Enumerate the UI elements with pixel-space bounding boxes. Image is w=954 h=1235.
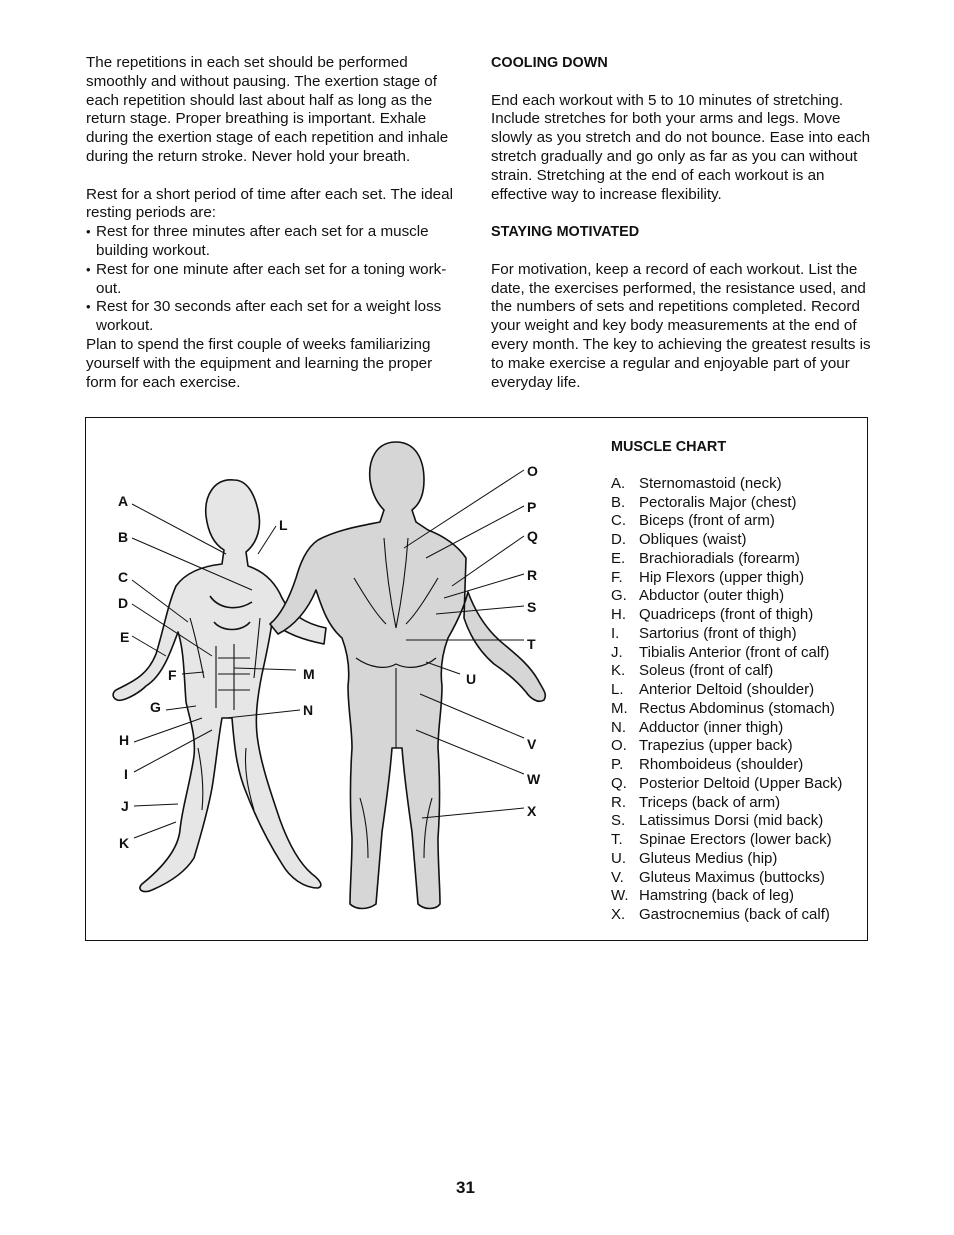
list-item (611, 756, 861, 775)
left-column (86, 54, 466, 392)
muscle-key: R. (611, 793, 626, 811)
letter-t: T (527, 636, 536, 652)
letter-n: N (303, 702, 314, 718)
muscle-key: D. (611, 531, 626, 548)
letter-l: L (279, 517, 288, 533)
letter-a: A (118, 493, 129, 509)
muscle-figure-illustration (86, 418, 606, 938)
letter-b: B (118, 529, 129, 545)
list-item (611, 606, 861, 625)
muscle-key: V. (611, 868, 624, 886)
letter-d: D (118, 595, 129, 611)
letter-e: E (120, 629, 130, 645)
muscle-key: N. (611, 718, 626, 736)
muscle-label: Posterior Deltoid (Upper Back) (639, 774, 843, 792)
muscle-label: Hip Flexors (upper thigh) (639, 568, 805, 586)
muscle-key: X. (611, 906, 626, 923)
list-item (611, 737, 861, 756)
muscle-key: W. (611, 887, 629, 905)
repetitions-paragraph: The repetitions in each set should be performed smoothly and without pausing. The exertion stage of each repetition should last about half as long as the return stage. Proper breathing is important. Exhale during the exertion stage of each repetition and inhale during the return stroke. Never hold your breath. (86, 54, 449, 165)
muscle-label: Hamstring (back of leg) (639, 887, 795, 905)
letter-v: V (527, 736, 537, 752)
letter-x: X (527, 803, 537, 819)
muscle-label: Latissimus Dorsi (mid back) (639, 812, 824, 830)
muscle-label: Gluteus Maximus (buttocks) (639, 868, 825, 886)
muscle-label: Tibialis Anterior (front of calf) (639, 643, 830, 661)
list-item (611, 700, 861, 719)
letter-m: M (303, 666, 315, 682)
list-item (611, 662, 861, 681)
list-item (611, 812, 861, 831)
list-item (611, 794, 861, 813)
list-item (611, 775, 861, 794)
muscle-key: J. (611, 643, 623, 661)
letter-q: Q (527, 528, 538, 544)
letter-u: U (466, 671, 477, 687)
muscle-key: T. (611, 831, 623, 848)
muscle-key: G. (611, 587, 627, 605)
list-item (611, 569, 861, 588)
muscle-key: M. (611, 699, 628, 717)
list-item (611, 587, 861, 606)
list-item (611, 719, 861, 738)
figure-letter-labels (118, 463, 541, 851)
page-number: 31 (456, 1178, 475, 1197)
muscle-key: S. (611, 812, 626, 830)
muscle-key: Q. (611, 774, 627, 792)
muscle-key: P. (611, 756, 624, 773)
letter-f: F (168, 667, 177, 683)
muscle-chart-legend (611, 438, 861, 925)
letter-s: S (527, 599, 537, 615)
staying-motivated-heading: STAYING MOTIVATED (491, 224, 640, 241)
list-item (611, 512, 861, 531)
letter-r: R (527, 567, 538, 583)
muscle-key: C. (611, 512, 626, 530)
letter-w: W (527, 771, 541, 787)
list-item (611, 681, 861, 700)
letter-p: P (527, 499, 537, 515)
list-item (611, 475, 861, 494)
list-item (611, 887, 861, 906)
muscle-label: Quadriceps (front of thigh) (639, 606, 814, 623)
bullet-icon: • (86, 299, 91, 315)
rest-periods-list (86, 223, 466, 336)
list-item: • Rest for three minutes after each set for a muscle building workout. (86, 223, 429, 259)
plan-paragraph: Plan to spend the first couple of weeks familiarizing yourself with the equipment and learning the proper form for each exercise. (86, 335, 433, 391)
muscle-label: Abductor (outer thigh) (639, 587, 785, 605)
cooling-down-heading: COOLING DOWN (491, 55, 608, 71)
muscle-label: Trapezius (upper back) (639, 737, 793, 755)
list-item (611, 625, 861, 644)
list-item: • Rest for one minute after each set for a toning work-out. (86, 260, 447, 297)
rest-paragraph: Rest for a short period of time after each set. The ideal resting periods are: (86, 185, 453, 222)
list-item (611, 494, 861, 513)
staying-motivated-paragraph: For motivation, keep a record of each workout. List the date, the exercises performed, the resistance used, and the numbers of sets and repetitions completed. Record your weight and key body measurements at the end of every month. The key to achieving the greatest results is to make exercise a regular and enjoyable part of your everyday life. (491, 260, 871, 391)
muscle-label: Triceps (back of arm) (639, 793, 781, 811)
muscle-key: A. (611, 474, 626, 492)
muscle-key: U. (611, 849, 626, 867)
list-item (611, 850, 861, 869)
list-item (611, 906, 861, 925)
muscle-key: K. (611, 662, 626, 680)
list-item (611, 831, 861, 850)
letter-c: C (118, 569, 129, 585)
muscle-label: Obliques (waist) (639, 531, 747, 548)
list-item (611, 869, 861, 888)
muscle-label: Soleus (front of calf) (639, 662, 774, 680)
letter-k: K (119, 835, 130, 851)
cooling-down-paragraph: End each workout with 5 to 10 minutes of stretching. Include stretches for both your arms and legs. Move slowly as you stretch and do not bounce. Ease into each stretch gradually and go only as far as you can without strain. Stretching at the end of each workout is an effective way to increase flexibility. (491, 91, 871, 203)
muscle-key: B. (611, 493, 626, 511)
muscle-key: H. (611, 606, 626, 623)
muscle-label: Rectus Abdominus (stomach) (639, 699, 835, 717)
list-item (611, 550, 861, 569)
letter-o: O (527, 463, 538, 479)
muscle-key: O. (611, 737, 627, 755)
muscle-label: Adductor (inner thigh) (639, 718, 784, 736)
letter-j: J (121, 798, 129, 814)
list-item (611, 644, 861, 663)
muscle-key: E. (611, 549, 626, 567)
muscle-label: Spinae Erectors (lower back) (639, 831, 832, 848)
muscle-label: Biceps (front of arm) (639, 512, 775, 530)
letter-g: G (150, 699, 161, 715)
muscle-key: L. (611, 681, 624, 698)
muscle-key: F. (611, 568, 623, 586)
letter-h: H (119, 732, 130, 748)
muscle-chart-box (85, 417, 868, 941)
muscle-label: Sartorius (front of thigh) (639, 624, 797, 642)
list-item: • Rest for 30 seconds after each set for a weight loss workout. (86, 298, 442, 335)
muscle-list (611, 475, 861, 925)
muscle-label: Rhomboideus (shoulder) (639, 756, 804, 773)
muscle-label: Brachioradials (forearm) (639, 549, 800, 567)
letter-i: I (124, 766, 128, 782)
front-body-figure (113, 480, 326, 892)
muscle-key: I. (611, 624, 620, 642)
bullet-icon: • (86, 224, 91, 240)
muscle-chart-title: MUSCLE CHART (611, 439, 727, 455)
list-item (611, 531, 861, 550)
muscle-label: Gastrocnemius (back of calf) (639, 906, 830, 923)
muscle-label: Pectoralis Major (chest) (639, 493, 797, 511)
bullet-icon: • (86, 261, 91, 277)
muscle-label: Anterior Deltoid (shoulder) (639, 681, 815, 698)
muscle-label: Gluteus Medius (hip) (639, 849, 778, 867)
muscle-label: Sternomastoid (neck) (639, 474, 782, 492)
right-column (491, 54, 871, 392)
